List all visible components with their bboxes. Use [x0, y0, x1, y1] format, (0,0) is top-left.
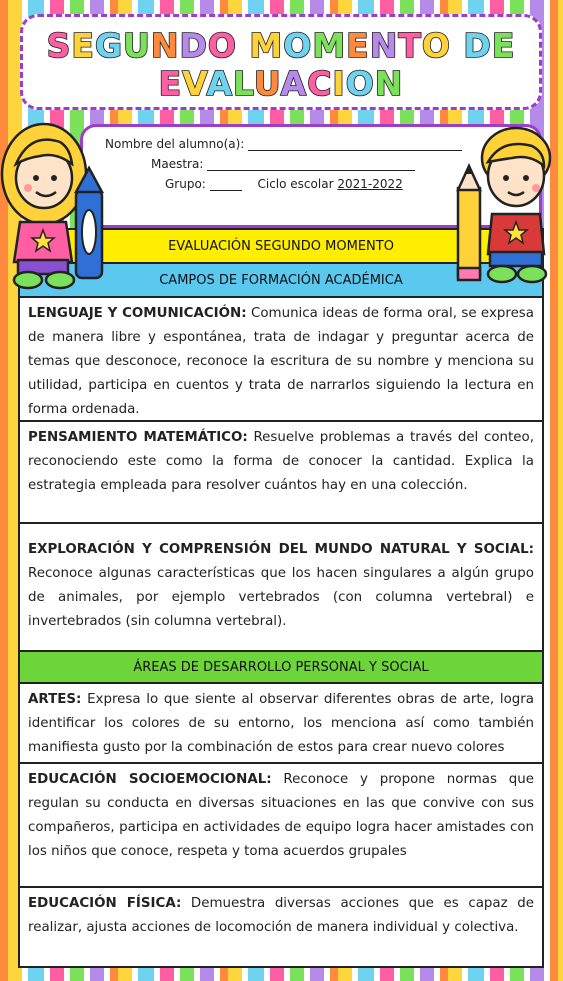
girl-with-crayon-icon [0, 112, 112, 290]
evaluation-table [18, 228, 544, 968]
field-exploration-text: Reconoce algunas características que los hacen singulares a algún grupo de animales, por ejemplo vertebrados (con columna vertebral) e invertebrados (sin columna vertebral). [28, 566, 534, 629]
evaluation-header: EVALUACIÓN SEGUNDO MOMENTO [20, 230, 542, 264]
field-exploration [20, 524, 542, 652]
teacher-field[interactable] [207, 158, 415, 171]
area-arts [20, 684, 542, 764]
area-socioemotional-title: EDUCACIÓN SOCIOEMOCIONAL: [28, 772, 272, 787]
group-field[interactable] [210, 178, 242, 191]
boy-with-pencil-icon [452, 118, 560, 290]
area-arts-text: Expresa lo que siente al observar diferentes obras de arte, logra identificar los colores de su entorno, los menciona así como también manifiesta gusto por la combinación de estos para crear nuevo colores [28, 692, 534, 755]
group-label: Grupo: [165, 177, 206, 191]
personal-header: ÁREAS DE DESARROLLO PERSONAL Y SOCIAL [20, 652, 542, 684]
cycle-value: 2021-2022 [337, 177, 403, 191]
field-language-title: LENGUAJE Y COMUNICACIÓN: [28, 306, 247, 321]
academic-header: CAMPOS DE FORMACIÓN ACADÉMICA [20, 264, 542, 298]
area-physical-education [20, 888, 542, 966]
area-physical-education-title: EDUCACIÓN FÍSICA: [28, 896, 182, 911]
title-banner [20, 14, 542, 110]
title-line-2: EVALUACION [158, 64, 404, 103]
field-math-title: PENSAMIENTO MATEMÁTICO: [28, 430, 248, 445]
field-language [20, 298, 542, 422]
student-name-label: Nombre del alumno(a): [105, 137, 245, 151]
area-socioemotional-text: Reconoce y propone normas que regulan su conducta en diversas situaciones en las que convive con sus compañeros, participa en actividades de equipo logra hacer amistades con los niños que conoce, respeta y toma acuerdos grupales [28, 772, 534, 859]
student-name-field[interactable] [248, 138, 462, 151]
title-line-1: SEGUNDO MOMENTO DE [46, 26, 516, 65]
field-exploration-title: EXPLORACIÓN Y COMPRENSIÓN DEL MUNDO NATURAL Y SOCIAL: [28, 542, 534, 557]
area-physical-education-text: Demuestra diversas acciones que es capaz de realizar, ajusta acciones de locomoción de manera individual y colectiva. [28, 896, 534, 935]
field-language-text: Comunica ideas de forma oral, se expresa de manera libre y espontánea, trata de indagar y preguntar acerca de temas que desconoce, reconoce la escritura de su nombre y menciona su utilidad, participa en cuentos y trata de narrarlos siguiendo la lectura en forma ordenada. [28, 306, 534, 417]
area-arts-title: ARTES: [28, 692, 82, 707]
teacher-label: Maestra: [151, 157, 204, 171]
field-math [20, 422, 542, 524]
field-math-text: Resuelve problemas a través del conteo, reconociendo este como la forma de conocer la cantidad. Explica la estrategia empleada para resolver cuántos hay en una colección. [28, 430, 534, 493]
cycle-label: Ciclo escolar [257, 177, 334, 191]
area-socioemotional [20, 764, 542, 888]
